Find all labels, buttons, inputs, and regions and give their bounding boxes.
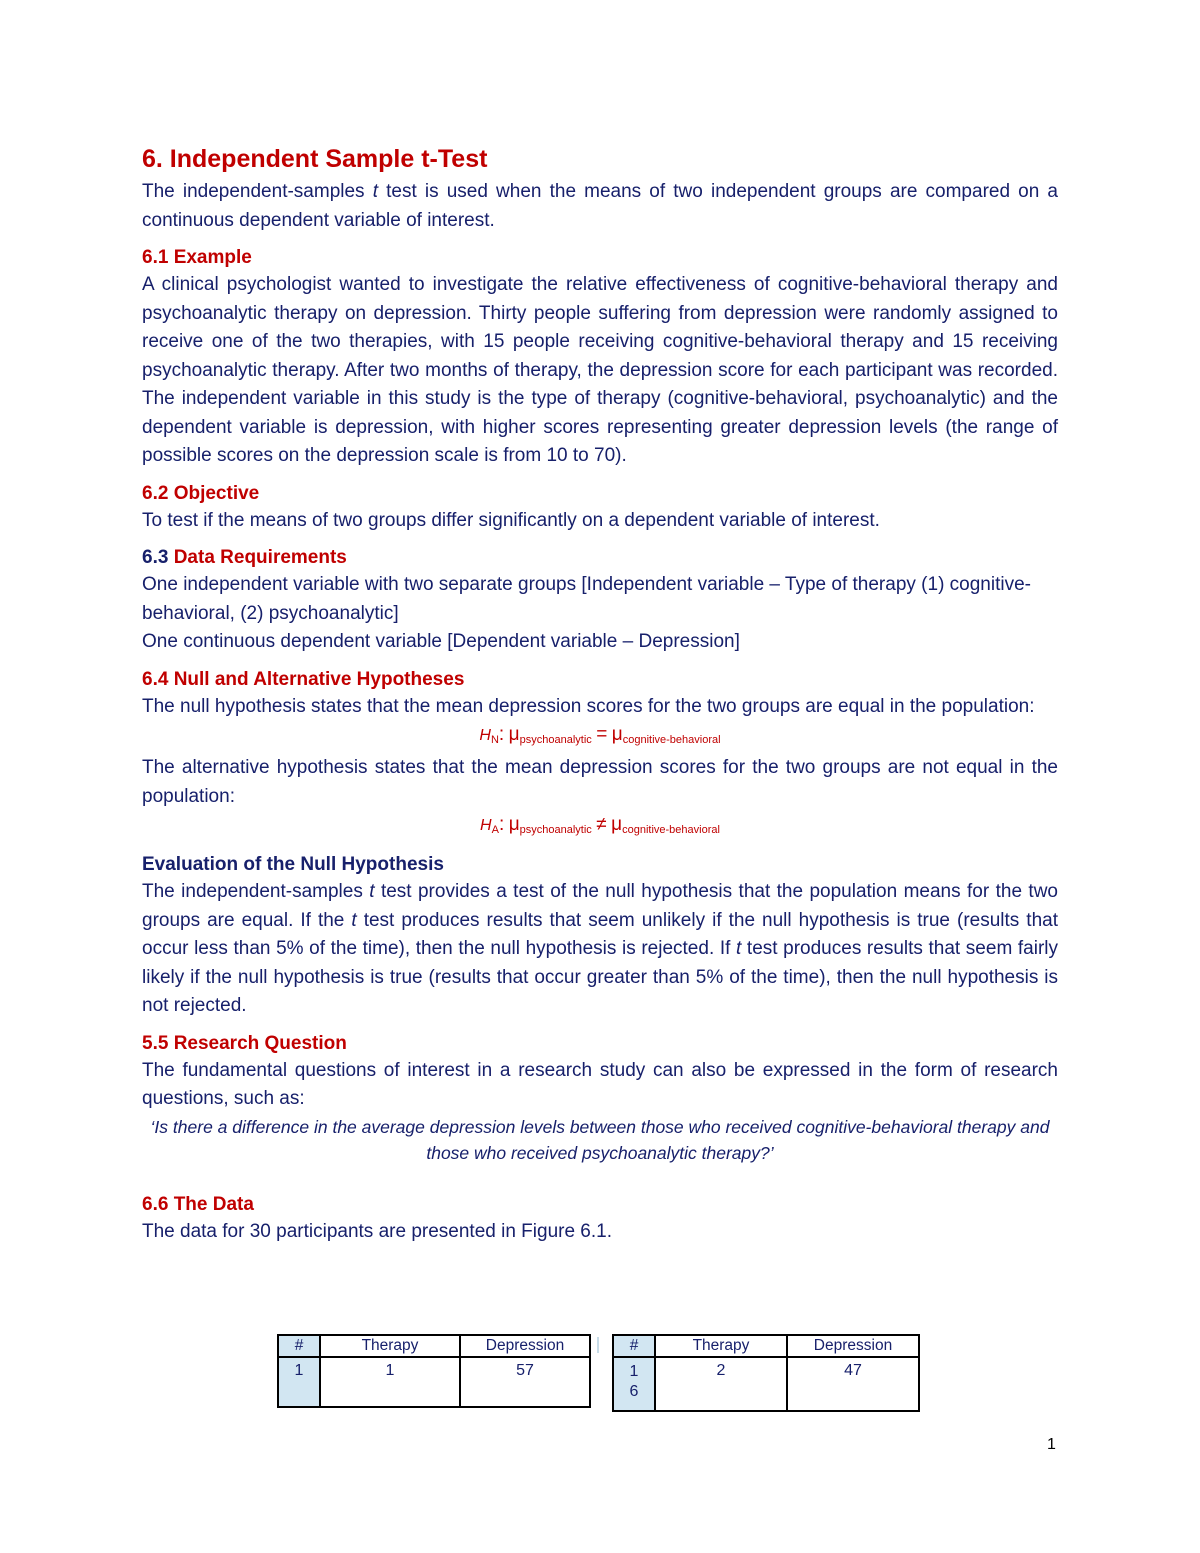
research-heading: 5.5 Research Question	[142, 1032, 347, 1054]
research-question: ‘Is there a difference in the average depression levels between those who received cognitive-behavioral therapy and those who received psychoanalytic therapy?’	[150, 1116, 1050, 1163]
evaluation-heading: Evaluation of the Null Hypothesis	[142, 854, 444, 875]
cell-id: 1 6	[613, 1357, 655, 1411]
cell-therapy: 2	[655, 1357, 787, 1411]
header-depression: Depression	[787, 1335, 919, 1357]
header-depression: Depression	[460, 1335, 590, 1357]
table-divider	[597, 1337, 599, 1353]
requirements-line-2: One continuous dependent variable [Dependent variable – Depression]	[142, 631, 740, 652]
alt-hypothesis-text: The alternative hypothesis states that the mean depression scores for the two groups are not equal in the population:	[142, 757, 1058, 807]
data-table-right	[612, 1334, 920, 1412]
requirements-heading: 6.3 Data Requirements	[142, 547, 347, 568]
data-table-left	[277, 1334, 591, 1408]
cell-id: 1	[278, 1357, 320, 1407]
research-paragraph: The fundamental questions of interest in a research study can also be expressed in the form of research questions, such as:	[142, 1059, 1058, 1109]
cell-therapy: 1	[320, 1357, 460, 1407]
data-heading: 6.6 The Data	[142, 1193, 254, 1215]
hypotheses-heading: 6.4 Null and Alternative Hypotheses	[142, 668, 465, 690]
header-id: #	[613, 1335, 655, 1357]
section-heading: 6. Independent Sample t-Test	[142, 145, 488, 173]
objective-paragraph: To test if the means of two groups differ significantly on a dependent variable of interest.	[142, 509, 880, 531]
data-paragraph: The data for 30 participants are presented in Figure 6.1.	[142, 1220, 612, 1242]
example-paragraph: A clinical psychologist wanted to investigate the relative effectiveness of cognitive-behavioral therapy and psychoanalytic therapy on depression. Thirty people suffering from depression were randomly assigned to receive one of the two therapies, with 15 people receiving cognitive-behavioral therapy and 15 receiving psychoanalytic therapy. After two months of therapy, the depression score for each participant was recorded. The independent variable in this study is the type of therapy (cognitive-behavioral, psychoanalytic) and the dependent variable is depression, with higher scores representing greater depression levels (the range of possible scores on the depression scale is from 10 to 70).	[142, 274, 1058, 466]
cell-depression: 47	[787, 1357, 919, 1411]
cell-depression: 57	[460, 1357, 590, 1407]
header-therapy: Therapy	[320, 1335, 460, 1357]
alt-hypothesis-formula: $H_A$: $\mu_{psychoanalytic} \ne \mu_{cognitive-behavioral}$	[480, 814, 720, 836]
null-hypothesis-formula: $H_N$: $\mu_{psychoanalytic} = \mu_{cognitive-behavioral}$	[479, 724, 721, 746]
header-id: #	[278, 1335, 320, 1357]
header-therapy: Therapy	[655, 1335, 787, 1357]
table-row	[613, 1357, 919, 1411]
null-hypothesis-text: The null hypothesis states that the mean depression scores for the two groups are equal in the population:	[142, 695, 1035, 717]
page-number: 1	[1047, 1436, 1056, 1453]
intro-paragraph: The independent-samples t test is used when the means of two independent groups are compared on a continuous dependent variable of interest.	[142, 181, 1058, 231]
requirements-line-1: One independent variable with two separate groups [Independent variable – Type of therapy (1) cognitive-behavioral, (2) psychoanalytic]	[142, 574, 1031, 624]
evaluation-paragraph: The independent-samples t test provides a test of the null hypothesis that the population means for the two groups are equal. If the t test produces results that seem unlikely if the null hypothesis is true (results that occur less than 5% of the time), then the null hypothesis is rejected. If t test produces results that seem fairly likely if the null hypothesis is true (results that occur greater than 5% of the time), then the null hypothesis is not rejected.	[142, 881, 1059, 1016]
document-page	[142, 140, 1058, 1246]
objective-heading: 6.2 Objective	[142, 482, 260, 504]
table-row	[278, 1357, 590, 1407]
example-heading: 6.1 Example	[142, 247, 252, 268]
data-tables	[277, 1334, 922, 1406]
